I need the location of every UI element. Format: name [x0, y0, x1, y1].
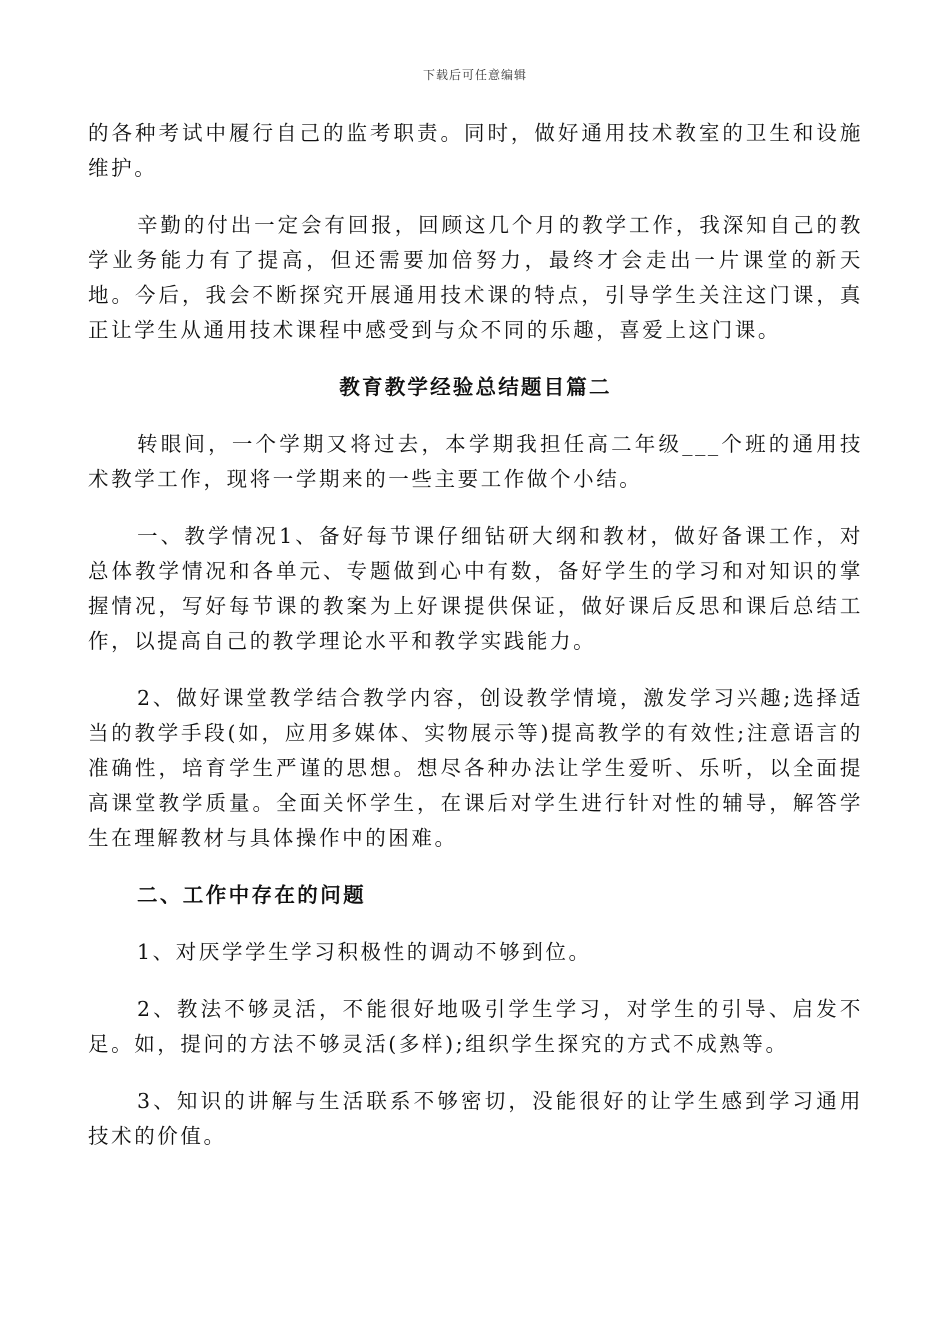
- subsection-title: 二、工作中存在的问题: [137, 883, 366, 907]
- paragraph-intro: 转眼间，一个学期又将过去，本学期我担任高二年级___个班的通用技术教学工作，现将一学期来的一些主要工作做个小结。: [88, 432, 863, 491]
- paragraph-continuation: 的各种考试中履行自己的监考职责。同时，做好通用技术教室的卫生和设施维护。: [88, 121, 863, 180]
- page-header: 下载后可任意编辑: [422, 68, 527, 82]
- problem-item-3: 3、知识的讲解与生活联系不够密切，没能很好的让学生感到学习通用技术的价值。: [88, 1089, 863, 1148]
- paragraph-reflection: 辛勤的付出一定会有回报，回顾这几个月的教学工作，我深知自己的教学业务能力有了提高，但还需要加倍努力，最终才会走出一片课堂的新天地。今后，我会不断探究开展通用技术课的特点，引导学生关注这门课，真正让学生从通用技术课程中感受到与众不同的乐趣，喜爱上这门课。: [88, 213, 863, 342]
- problem-item-1: 1、对厌学学生学习积极性的调动不够到位。: [137, 940, 592, 964]
- problem-item-2: 2、教法不够灵活，不能很好地吸引学生学习，对学生的引导、启发不足。如，提问的方法不够灵活(多样);组织学生探究的方式不成熟等。: [88, 997, 863, 1056]
- document-body: [88, 116, 863, 1176]
- section-title: 教育教学经验总结题目篇二: [339, 375, 612, 399]
- paragraph-classroom-teaching: 2、做好课堂教学结合教学内容，创设教学情境，激发学习兴趣;选择适当的教学手段(如，应用多媒体、实物展示等)提高教学的有效性;注意语言的准确性，培育学生严谨的思想。想尽各种办法让学生爱听、乐听，以全面提高课堂教学质量。全面关怀学生，在课后对学生进行针对性的辅导，解答学生在理解教材与具体操作中的困难。: [88, 686, 863, 850]
- paragraph-teaching-situation: 一、教学情况1、备好每节课仔细钻研大纲和教材，做好备课工作，对总体教学情况和各单元、专题做到心中有数，备好学生的学习和对知识的掌握情况，写好每节课的教案为上好课提供保证，做好课后反思和课后总结工作，以提高自己的教学理论水平和教学实践能力。: [88, 524, 863, 653]
